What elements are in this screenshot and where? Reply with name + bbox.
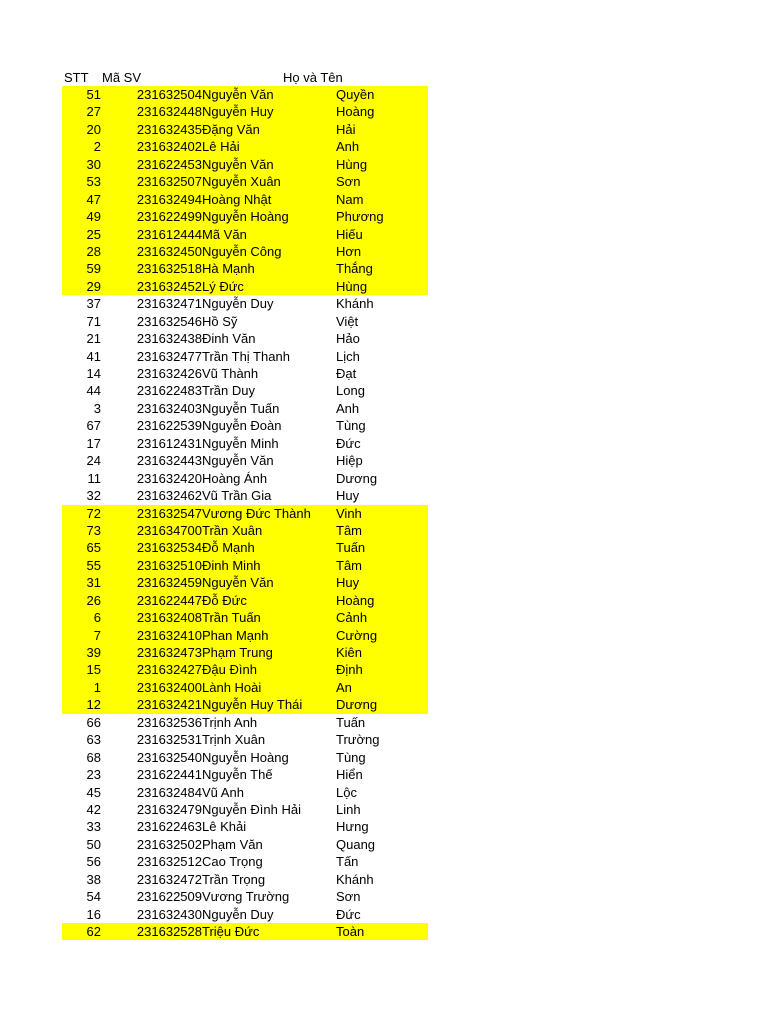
cell-ten: Thắng [336,261,373,277]
cell-ma-sv: 231632518 [136,261,202,277]
cell-stt: 54 [86,889,101,905]
cell-ho: Nguyễn Đoàn [202,418,282,434]
cell-stt: 29 [86,278,101,294]
table-row [62,592,428,609]
cell-ma-sv: 231632477 [136,348,202,364]
cell-ma-sv: 231632502 [136,836,202,852]
cell-stt: 47 [86,191,101,207]
cell-ma-sv: 231634700 [136,522,202,538]
cell-stt: 56 [86,854,101,870]
cell-ten: Kiên [336,645,363,660]
cell-ma-sv: 231632536 [136,714,202,730]
cell-ma-sv: 231632438 [136,331,202,347]
cell-ten: Long [336,383,365,399]
cell-ten: Tuấn [336,540,366,556]
cell-ten: Khánh [336,871,374,887]
cell-stt: 31 [86,575,101,591]
cell-ho: Vũ Trần Gia [202,488,272,504]
cell-ten: Trường [336,732,380,748]
table-row [62,348,428,365]
cell-ho: Trần Duy [202,383,255,399]
cell-ma-sv: 231632459 [136,575,202,591]
cell-stt: 16 [86,906,101,922]
table-row [62,365,428,382]
table-row [62,539,428,556]
table-row [62,382,428,399]
cell-ten: Tùng [336,418,366,434]
table-row [62,714,428,731]
cell-ma-sv: 231632534 [136,540,202,556]
cell-ten: Hảo [336,331,360,347]
cell-stt: 3 [93,400,101,416]
cell-ma-sv: 231622453 [136,156,202,172]
cell-ten: Phương [336,209,384,225]
cell-ho: Đỗ Đức [202,592,247,608]
cell-ho: Nguyễn Văn [202,87,274,102]
cell-ten: Vinh [336,505,362,521]
cell-ten: Dương [336,697,378,713]
cell-ten: Hùng [336,278,368,294]
table-row [62,400,428,417]
cell-ma-sv: 231632504 [136,87,202,102]
cell-ho: Hoàng Nhật [202,191,272,207]
cell-ma-sv: 231622463 [136,819,202,835]
cell-stt: 1 [93,679,101,695]
cell-stt: 33 [86,819,101,835]
cell-ho: Vũ Thành [202,366,259,381]
table-row [62,609,428,626]
cell-stt: 30 [86,156,101,172]
cell-ten: Dương [336,470,378,486]
cell-ho: Nguyễn Hoàng [202,209,289,225]
cell-stt: 62 [86,924,101,939]
cell-stt: 11 [87,470,101,486]
cell-ho: Nguyễn Văn [202,453,274,469]
cell-stt: 44 [86,383,101,399]
cell-ho: Hoàng Ánh [202,470,268,486]
cell-ten: Cảnh [336,610,368,626]
cell-ten: Tâm [336,522,362,538]
cell-stt: 72 [86,505,101,521]
cell-ho: Lý Đức [202,278,244,294]
cell-ho: Mã Văn [202,226,247,242]
cell-ma-sv: 231632448 [136,104,202,120]
cell-ma-sv: 231622483 [136,383,202,399]
cell-ma-sv: 231632408 [136,610,202,626]
table-row [62,784,428,801]
table-row [62,86,428,103]
cell-ho: Nguyễn Văn [202,156,274,172]
cell-stt: 27 [86,104,101,120]
cell-stt: 21 [86,331,101,347]
cell-ma-sv: 231632473 [136,645,202,660]
cell-ten: An [336,679,352,695]
table-row [62,853,428,870]
table-row [62,522,428,539]
cell-stt: 23 [86,767,101,783]
cell-stt: 53 [86,174,101,190]
table-header [62,69,428,86]
table-row [62,871,428,888]
cell-stt: 17 [86,435,101,451]
cell-stt: 15 [86,662,101,678]
cell-ten: Huy [336,575,360,591]
cell-ma-sv: 231632531 [136,732,202,748]
cell-ma-sv: 231632426 [136,366,202,381]
cell-stt: 37 [86,296,101,312]
cell-ma-sv: 231632400 [136,679,202,695]
cell-ho: Nguyễn Đình Hải [202,801,301,817]
cell-ten: Đạt [336,366,357,381]
cell-ma-sv: 231632462 [136,488,202,504]
cell-ma-sv: 231632494 [136,191,202,207]
header-stt: STT [64,70,89,85]
cell-ten: Việt [336,313,359,329]
table-row [62,679,428,696]
cell-stt: 41 [86,348,101,364]
cell-ten: Anh [336,139,360,155]
table-row [62,173,428,190]
cell-stt: 7 [93,627,101,643]
cell-ten: Đức [336,906,361,922]
cell-ma-sv: 231632510 [136,557,202,573]
cell-ho: Nguyễn Xuân [202,174,281,190]
header-ma-sv: Mã SV [102,70,142,85]
cell-stt: 73 [86,522,101,538]
cell-ten: Huy [336,488,360,504]
cell-ho: Hà Mạnh [202,261,255,277]
cell-ma-sv: 231632479 [136,801,202,817]
cell-stt: 6 [93,610,101,626]
cell-ten: Anh [336,400,360,416]
cell-stt: 49 [86,209,101,225]
table-row [62,121,428,138]
cell-ma-sv: 231612444 [136,226,202,242]
cell-ho: Trịnh Xuân [202,732,266,748]
table-body [62,86,428,940]
cell-ho: Nguyễn Văn [202,575,274,591]
cell-ma-sv: 231612431 [136,435,202,451]
cell-ma-sv: 231632540 [136,749,202,765]
table-row [62,505,428,522]
cell-stt: 26 [86,592,101,608]
cell-ten: Tấn [336,854,359,870]
cell-stt: 55 [86,557,101,573]
cell-ho: Lê Khải [202,819,247,835]
cell-ho: Nguyễn Duy [202,296,274,312]
table-row [62,696,428,713]
cell-ma-sv: 231632402 [136,139,202,155]
cell-ten: Sơn [336,889,361,905]
cell-ho: Vũ Anh [202,784,244,800]
table-row [62,226,428,243]
cell-ho: Trần Thị Thanh [202,348,290,364]
table-row [62,818,428,835]
cell-ho: Vương Trường [202,889,290,905]
cell-ma-sv: 231622441 [136,767,202,783]
cell-ho: Lành Hoài [202,679,262,695]
cell-ma-sv: 231622499 [136,209,202,225]
cell-ho: Đinh Minh [202,557,261,573]
table-row [62,295,428,312]
cell-ma-sv: 231632507 [136,174,202,190]
cell-ho: Trần Xuân [202,522,263,538]
cell-ma-sv: 231632403 [136,400,202,416]
cell-ten: Cường [336,627,378,643]
cell-ten: Định [336,662,363,678]
table-row [62,627,428,644]
table-row [62,557,428,574]
student-list-sheet [62,69,428,940]
cell-ma-sv: 231632430 [136,906,202,922]
cell-stt: 68 [86,749,101,765]
cell-stt: 39 [86,645,101,660]
cell-stt: 42 [86,801,101,817]
cell-stt: 59 [86,261,101,277]
cell-ho: Phạm Trung [202,645,273,660]
cell-ten: Hưng [336,819,369,835]
cell-stt: 71 [86,313,101,329]
cell-ho: Phạm Văn [202,836,263,852]
table-row [62,574,428,591]
cell-ten: Sơn [336,174,361,190]
table-row [62,801,428,818]
table-row [62,156,428,173]
table-row [62,138,428,155]
table-row [62,208,428,225]
cell-ho: Nguyễn Công [202,243,282,259]
cell-ma-sv: 231632420 [136,470,202,486]
cell-ho: Phan Mạnh [202,627,269,643]
cell-ho: Đặng Văn [202,121,260,137]
cell-ten: Lịch [336,348,360,364]
table-row [62,417,428,434]
table-row [62,103,428,120]
table-row [62,749,428,766]
cell-stt: 20 [86,121,101,137]
table-row [62,766,428,783]
cell-stt: 51 [86,87,101,102]
cell-ma-sv: 231632484 [136,784,202,800]
cell-ho: Hồ Sỹ [202,313,238,329]
cell-ten: Hùng [336,156,368,172]
cell-ten: Tuấn [336,714,366,730]
cell-ho: Nguyễn Hoàng [202,749,289,765]
cell-ten: Đức [336,435,361,451]
cell-ma-sv: 231632443 [136,453,202,469]
table-row [62,888,428,905]
cell-stt: 28 [86,243,101,259]
table-row [62,470,428,487]
table-row [62,487,428,504]
cell-ten: Lộc [336,784,357,800]
cell-ten: Hiệp [336,453,363,469]
cell-ma-sv: 231632427 [136,662,202,678]
cell-ten: Toàn [336,924,365,939]
table-row [62,435,428,452]
cell-ten: Tâm [336,557,362,573]
cell-ma-sv: 231632452 [136,278,202,294]
cell-ho: Nguyễn Thế [202,767,273,783]
cell-stt: 32 [86,488,101,504]
cell-ho: Trịnh Anh [202,714,258,730]
cell-ma-sv: 231632435 [136,121,202,137]
cell-ho: Đỗ Mạnh [202,540,255,556]
cell-ten: Khánh [336,296,374,312]
table-row [62,260,428,277]
cell-ho: Nguyễn Tuấn [202,400,280,416]
cell-stt: 2 [93,139,101,155]
table-row [62,731,428,748]
cell-ho: Đậu Đình [202,662,257,678]
cell-ma-sv: 231632410 [136,627,202,643]
table-row [62,243,428,260]
cell-ten: Hiển [336,767,363,783]
cell-ten: Hoàng [336,104,375,120]
cell-ten: Hoàng [336,592,375,608]
cell-ho: Đinh Văn [202,331,256,347]
table-row [62,191,428,208]
table-row [62,923,428,940]
cell-stt: 66 [86,714,101,730]
cell-ho: Nguyễn Duy [202,906,274,922]
cell-ma-sv: 231632528 [136,924,202,939]
cell-ma-sv: 231632547 [136,505,202,521]
cell-stt: 45 [86,784,101,800]
cell-stt: 38 [86,871,101,887]
cell-ma-sv: 231632472 [136,871,202,887]
cell-ho: Trần Trọng [202,871,266,887]
cell-ma-sv: 231622447 [136,592,202,608]
cell-ten: Hiếu [336,226,363,242]
cell-ten: Nam [336,191,364,207]
cell-ho: Triệu Đức [202,924,260,939]
cell-ho: Nguyễn Huy [202,104,274,120]
cell-ma-sv: 231632421 [136,697,202,713]
cell-ten: Hơn [336,243,362,259]
cell-stt: 24 [86,453,101,469]
cell-ma-sv: 231622509 [136,889,202,905]
cell-ten: Quyền [336,87,375,102]
cell-ho: Vương Đức Thành [202,505,311,521]
cell-ten: Quang [336,836,376,852]
header-ho-va-ten: Họ và Tên [283,70,343,85]
cell-stt: 25 [86,226,101,242]
cell-ma-sv: 231632471 [136,296,202,312]
cell-stt: 12 [86,697,101,713]
cell-ho: Lê Hải [202,139,240,155]
table-row [62,313,428,330]
cell-ma-sv: 231632546 [136,313,202,329]
cell-ma-sv: 231632512 [136,854,202,870]
table-row [62,644,428,661]
cell-ho: Nguyễn Huy Thái [202,697,303,713]
cell-ten: Tùng [336,749,366,765]
cell-ho: Nguyễn Minh [202,435,279,451]
table-row [62,452,428,469]
cell-ho: Trần Tuấn [202,610,261,626]
cell-stt: 65 [86,540,101,556]
cell-stt: 50 [86,836,101,852]
table-row [62,330,428,347]
cell-ma-sv: 231632450 [136,243,202,259]
cell-ho: Cao Trọng [202,854,263,870]
cell-stt: 67 [86,418,101,434]
table-row [62,661,428,678]
cell-ten: Linh [336,801,361,817]
table-row [62,906,428,923]
table-row [62,278,428,295]
cell-ten: Hải [336,121,356,137]
cell-ma-sv: 231622539 [136,418,202,434]
cell-stt: 14 [86,366,101,381]
cell-stt: 63 [86,732,101,748]
table-row [62,836,428,853]
